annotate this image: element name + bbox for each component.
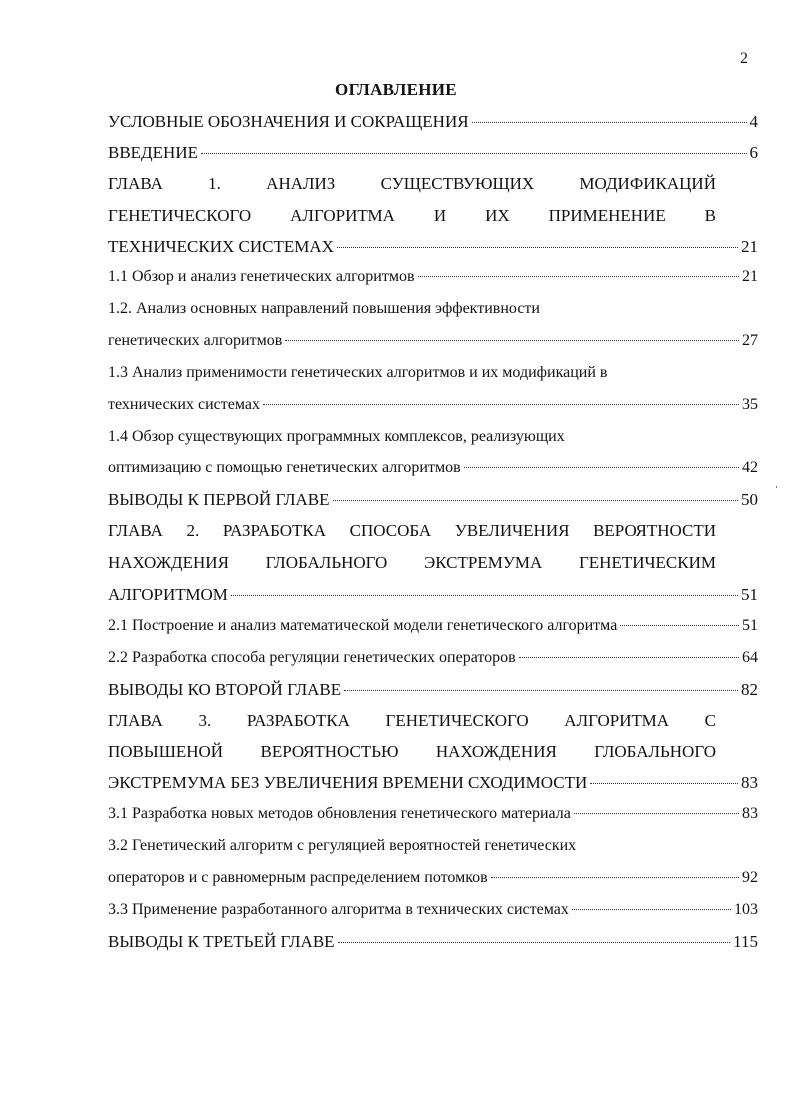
dot-leader	[338, 942, 731, 943]
toc-entry-label: ВЫВОДЫ КО ВТОРОЙ ГЛАВЕ	[108, 680, 342, 699]
toc-entry-page: 42	[742, 459, 758, 476]
dot-leader	[590, 783, 738, 784]
toc-entry-conclusions-3[interactable]	[108, 932, 758, 956]
toc-entry-section-2-1[interactable]	[108, 617, 758, 641]
toc-entry-chapter-3[interactable]	[108, 773, 758, 797]
dot-leader	[231, 595, 738, 596]
toc-entry-introduction[interactable]	[108, 143, 758, 167]
toc-entry-label: операторов и с равномерным распределением потомков	[108, 869, 488, 886]
toc-entry-label: оптимизацию с помощью генетических алгоритмов	[108, 459, 461, 476]
toc-entry-label: ТЕХНИЧЕСКИХ СИСТЕМАХ	[108, 237, 334, 256]
toc-entry-label: ЭКСТРЕМУМА БЕЗ УВЕЛИЧЕНИЯ ВРЕМЕНИ СХОДИМОСТИ	[108, 773, 588, 792]
page-number: 2	[740, 50, 748, 67]
toc-entry-page: 51	[742, 617, 758, 634]
toc-chapter-2-line-1[interactable]: ГЛАВА 2. РАЗРАБОТКА СПОСОБА УВЕЛИЧЕНИЯ ВЕРОЯТНОСТИ	[108, 521, 716, 540]
toc-entry-label: АЛГОРИТМОМ	[108, 585, 228, 604]
toc-chapter-1-line-2[interactable]: ГЕНЕТИЧЕСКОГО АЛГОРИТМА И ИХ ПРИМЕНЕНИЕ В	[108, 206, 716, 225]
toc-entry-page: 27	[742, 332, 758, 349]
toc-chapter-1-line-1[interactable]: ГЛАВА 1. АНАЛИЗ СУЩЕСТВУЮЩИХ МОДИФИКАЦИЙ	[108, 174, 716, 193]
toc-entry-label: ВЫВОДЫ К ПЕРВОЙ ГЛАВЕ	[108, 490, 330, 509]
dot-leader	[337, 247, 738, 248]
toc-entry-section-3-2[interactable]	[108, 869, 758, 893]
toc-entry-page: 115	[733, 932, 758, 951]
dot-leader	[285, 340, 739, 341]
toc-entry-label: 3.1 Разработка новых методов обновления генетического материала	[108, 805, 571, 822]
toc-entry-conclusions-2[interactable]	[108, 680, 758, 704]
toc-entry-label: технических системах	[108, 396, 260, 413]
dot-leader	[263, 404, 739, 405]
toc-entry-page: 64	[742, 649, 758, 666]
toc-section-1-4-line-1[interactable]: 1.4 Обзор существующих программных комплексов, реализующих	[108, 428, 565, 445]
dot-leader	[491, 877, 739, 878]
toc-chapter-3-line-2[interactable]: ПОВЫШЕНОЙ ВЕРОЯТНОСТЬЮ НАХОЖДЕНИЯ ГЛОБАЛЬНОГО	[108, 742, 716, 761]
toc-entry-page: 82	[741, 680, 758, 699]
dot-leader	[418, 276, 739, 277]
toc-entry-chapter-2[interactable]	[108, 585, 758, 609]
scan-speck	[776, 486, 777, 488]
toc-entry-section-3-1[interactable]	[108, 805, 758, 829]
toc-entry-page: 21	[741, 237, 758, 256]
toc-entry-abbreviations[interactable]	[108, 112, 758, 136]
toc-entry-label: 2.1 Построение и анализ математической модели генетического алгоритма	[108, 617, 618, 634]
toc-entry-page: 103	[734, 901, 758, 918]
toc-entry-section-1-1[interactable]	[108, 268, 758, 292]
toc-entry-page: 83	[742, 805, 758, 822]
toc-entry-section-1-4[interactable]	[108, 459, 758, 483]
toc-entry-page: 4	[749, 112, 758, 131]
dot-leader	[574, 813, 739, 814]
toc-chapter-2-line-2[interactable]: НАХОЖДЕНИЯ ГЛОБАЛЬНОГО ЭКСТРЕМУМА ГЕНЕТИЧЕСКИМ	[108, 553, 716, 572]
toc-entry-page: 51	[741, 585, 758, 604]
toc-section-1-2-line-1[interactable]: 1.2. Анализ основных направлений повышения эффективности	[108, 300, 540, 317]
toc-entry-page: 35	[742, 396, 758, 413]
toc-entry-page: 21	[742, 268, 758, 285]
dot-leader	[519, 657, 739, 658]
toc-title: ОГЛАВЛЕНИЕ	[335, 80, 457, 99]
toc-entry-page: 6	[749, 143, 758, 162]
dot-leader	[620, 625, 739, 626]
toc-entry-label: 1.1 Обзор и анализ генетических алгоритмов	[108, 268, 415, 285]
toc-entry-page: 92	[742, 869, 758, 886]
dot-leader	[472, 122, 747, 123]
toc-entry-label: ВВЕДЕНИЕ	[108, 143, 198, 162]
toc-entry-chapter-1[interactable]	[108, 237, 758, 261]
toc-entry-label: 3.3 Применение разработанного алгоритма в технических системах	[108, 901, 569, 918]
dot-leader	[572, 909, 731, 910]
toc-chapter-3-line-1[interactable]: ГЛАВА 3. РАЗРАБОТКА ГЕНЕТИЧЕСКОГО АЛГОРИТМА С	[108, 711, 716, 730]
toc-entry-label: генетических алгоритмов	[108, 332, 283, 349]
dot-leader	[333, 500, 738, 501]
toc-section-3-2-line-1[interactable]: 3.2 Генетический алгоритм с регуляцией вероятностей генетических	[108, 837, 577, 854]
toc-entry-section-1-2[interactable]	[108, 332, 758, 356]
toc-entry-section-3-3[interactable]	[108, 901, 758, 925]
toc-entry-label: ВЫВОДЫ К ТРЕТЬЕЙ ГЛАВЕ	[108, 932, 335, 951]
toc-entry-page: 83	[741, 773, 758, 792]
toc-section-1-3-line-1[interactable]: 1.3 Анализ применимости генетических алгоритмов и их модификаций в	[108, 364, 608, 381]
toc-entry-page: 50	[741, 490, 758, 509]
dot-leader	[464, 467, 739, 468]
toc-entry-section-2-2[interactable]	[108, 649, 758, 673]
dot-leader	[344, 690, 738, 691]
toc-entry-label: УСЛОВНЫЕ ОБОЗНАЧЕНИЯ И СОКРАЩЕНИЯ	[108, 112, 469, 131]
dot-leader	[201, 153, 747, 154]
toc-entry-label: 2.2 Разработка способа регуляции генетических операторов	[108, 649, 516, 666]
toc-entry-section-1-3[interactable]	[108, 396, 758, 420]
toc-entry-conclusions-1[interactable]	[108, 490, 758, 514]
